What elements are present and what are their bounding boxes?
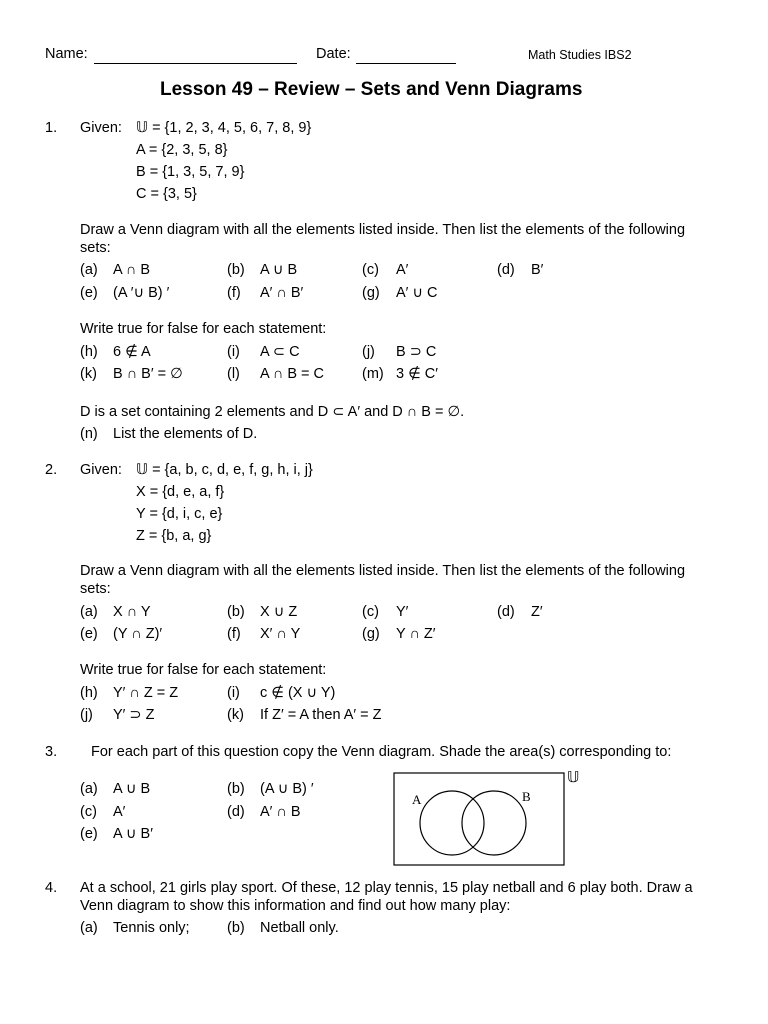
part-label: (d) [227, 804, 245, 820]
part-label: (c) [80, 804, 97, 820]
name-label: Name: [45, 46, 88, 62]
part-expression: List the elements of D. [113, 426, 258, 442]
part-label: (b) [227, 604, 245, 620]
set-a: A = {2, 3, 5, 8} [136, 142, 228, 158]
set-a-circle [420, 791, 484, 855]
part-label: (d) [497, 262, 515, 278]
part-expression: A ∪ B′ [113, 826, 153, 842]
name-line [94, 63, 297, 64]
part-label: (e) [80, 626, 98, 642]
course-name: Math Studies IBS2 [528, 48, 632, 62]
part-label: (a) [80, 604, 98, 620]
part-expression: B ∩ B′ = ∅ [113, 366, 183, 382]
part-expression: X ∩ Y [113, 604, 151, 620]
set-x: X = {d, e, a, f} [136, 484, 225, 500]
part-label: (l) [227, 366, 240, 382]
part-label: (i) [227, 685, 240, 701]
part-label: (g) [362, 626, 380, 642]
true-false-instruction: Write true for false for each statement: [80, 321, 327, 337]
part-label: (c) [362, 262, 379, 278]
part-label: (j) [362, 344, 375, 360]
part-label: (f) [227, 285, 241, 301]
part-expression: If Z′ = A then A′ = Z [260, 707, 382, 723]
set-d-statement: D is a set containing 2 elements and D ⊂ A′ and D ∩ B = ∅. [80, 404, 465, 420]
part-expression: (Y ∩ Z)′ [113, 626, 163, 642]
given-label: Given: [80, 120, 122, 136]
part-expression: (A ′∪ B) ′ [113, 285, 170, 301]
part-expression: A′ [113, 804, 126, 820]
part-expression: Tennis only; [113, 920, 190, 936]
part-expression: c ∉ (X ∪ Y) [260, 685, 336, 701]
date-label: Date: [316, 46, 351, 62]
page-title: Lesson 49 – Review – Sets and Venn Diagrams [160, 79, 583, 100]
part-label: (b) [227, 781, 245, 797]
question-number: 3. [45, 744, 58, 760]
set-a-label: A [412, 792, 422, 807]
part-label: (e) [80, 826, 98, 842]
set-z: Z = {b, a, g} [136, 528, 212, 544]
part-expression: 6 ∉ A [113, 344, 151, 360]
part-label: (b) [227, 920, 245, 936]
part-expression: (A ∪ B) ′ [260, 781, 314, 797]
universe-label: 𝕌 [567, 770, 580, 786]
true-false-instruction: Write true for false for each statement: [80, 662, 327, 678]
question-instruction: For each part of this question copy the Venn diagram. Shade the area(s) corresponding to: [91, 744, 672, 760]
part-expression: 3 ∉ C′ [396, 366, 438, 382]
date-line [356, 63, 456, 64]
part-expression: A′ [396, 262, 409, 278]
part-expression: Y′ [396, 604, 409, 620]
part-label: (m) [362, 366, 384, 382]
set-b: B = {1, 3, 5, 7, 9} [136, 164, 245, 180]
set-universe: 𝕌 = {a, b, c, d, e, f, g, h, i, j} [136, 462, 313, 478]
question-text-line: Venn diagram to show this information and find out how many play: [80, 898, 511, 914]
part-expression: A ∪ B [260, 262, 298, 278]
part-expression: Y ∩ Z′ [396, 626, 436, 642]
part-label: (k) [80, 366, 97, 382]
part-expression: X ∪ Z [260, 604, 298, 620]
part-label: (i) [227, 344, 240, 360]
part-label: (g) [362, 285, 380, 301]
set-c: C = {3, 5} [136, 186, 197, 202]
question-number: 1. [45, 120, 58, 136]
set-b-circle [462, 791, 526, 855]
part-expression: A ⊂ C [260, 344, 300, 360]
part-label: (c) [362, 604, 379, 620]
part-expression: B′ [531, 262, 544, 278]
part-expression: A′ ∩ B′ [260, 285, 304, 301]
part-label: (f) [227, 626, 241, 642]
instruction-line: Draw a Venn diagram with all the elements listed inside. Then list the elements of the following [80, 222, 686, 238]
question-number: 4. [45, 880, 58, 896]
given-label: Given: [80, 462, 122, 478]
part-label: (a) [80, 920, 98, 936]
part-expression: A ∩ B [113, 262, 151, 278]
part-label: (h) [80, 685, 98, 701]
part-label: (b) [227, 262, 245, 278]
venn-diagram [388, 764, 588, 868]
instruction-line: Draw a Venn diagram with all the elements listed inside. Then list the elements of the following [80, 563, 686, 579]
instruction-line: sets: [80, 240, 111, 256]
part-label: (h) [80, 344, 98, 360]
part-expression: Y′ ⊃ Z [113, 707, 155, 723]
part-label: (j) [80, 707, 93, 723]
part-expression: B ⊃ C [396, 344, 437, 360]
part-expression: Z′ [531, 604, 543, 620]
part-expression: A′ ∪ C [396, 285, 438, 301]
part-label: (k) [227, 707, 244, 723]
instruction-line: sets: [80, 581, 111, 597]
part-label: (a) [80, 781, 98, 797]
part-expression: A ∪ B [113, 781, 151, 797]
part-expression: A′ ∩ B [260, 804, 301, 820]
part-label: (a) [80, 262, 98, 278]
part-label: (e) [80, 285, 98, 301]
part-label: (n) [80, 426, 98, 442]
part-label: (d) [497, 604, 515, 620]
part-expression: Y′ ∩ Z = Z [113, 685, 179, 701]
set-y: Y = {d, i, c, e} [136, 506, 223, 522]
question-number: 2. [45, 462, 58, 478]
set-b-label: B [522, 789, 531, 804]
part-expression: A ∩ B = C [260, 366, 325, 382]
set-universe: 𝕌 = {1, 2, 3, 4, 5, 6, 7, 8, 9} [136, 120, 312, 136]
part-expression: X′ ∩ Y [260, 626, 301, 642]
question-text-line: At a school, 21 girls play sport. Of these, 12 play tennis, 15 play netball and 6 play both. Draw a [80, 880, 693, 896]
part-expression: Netball only. [260, 920, 339, 936]
